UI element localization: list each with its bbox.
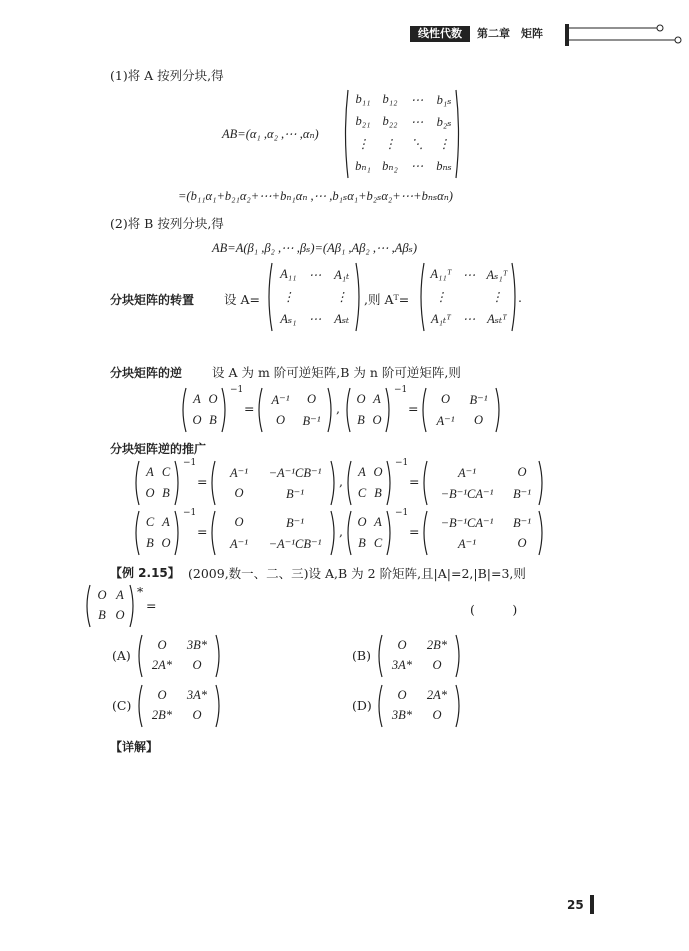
part2-formula: AB=A(β₁ ,β₂ ,⋯ ,βₛ)=(Aβ₁ ,Aβ₂ ,⋯ ,Aβₛ) <box>212 241 417 255</box>
answer-blank: ( ) <box>470 602 518 617</box>
part2-intro: (2)将 B 按列分块,得 <box>110 216 224 231</box>
matrix-cell: Aₛₜ <box>334 312 350 326</box>
matrix-cell: 2A* <box>426 688 448 702</box>
inv-f1-rhs <box>256 387 334 433</box>
matrix-cell: C <box>357 485 367 500</box>
matrix-cell: B <box>209 412 217 427</box>
matrix-cell: B⁻¹ <box>302 413 321 428</box>
matrix-cell: 3A* <box>391 658 413 672</box>
matrix-cell: −B⁻¹CA⁻¹ <box>440 515 494 530</box>
matrix-cell: ⋮ <box>335 290 348 304</box>
matrix-cell: B⁻¹ <box>469 392 488 407</box>
matrix-cell: O <box>432 708 442 722</box>
matrix-cell: b₂₁ <box>355 114 371 128</box>
matrix-cell: O <box>234 514 244 529</box>
comma: , <box>339 474 343 489</box>
matrix-cell: ⋮ <box>490 290 504 304</box>
page-number: 25 <box>567 898 584 912</box>
matrix-cell: −B⁻¹CA⁻¹ <box>440 486 494 501</box>
matrix-cell: b₁₁ <box>355 92 371 106</box>
matrix-cell: O <box>517 464 527 479</box>
matrix-cell: C <box>161 464 171 479</box>
gen-g3-rhs <box>209 510 337 556</box>
matrix-cell: Aₛₜᵀ <box>487 312 507 326</box>
matrix-cell: O <box>145 485 155 500</box>
matrix-cell: A₁₁ <box>280 267 297 281</box>
inverse-desc: 设 A 为 m 阶可逆矩阵,B 为 n 阶可逆矩阵,则 <box>212 365 461 380</box>
book-title-badge: 线性代数 <box>410 26 470 42</box>
matrix-cell: ⋮ <box>282 290 295 304</box>
matrix-cell: B⁻¹ <box>513 486 531 501</box>
detail-label: 【详解】 <box>110 740 159 754</box>
matrix-cell: O <box>157 638 167 652</box>
matrix-cell: bₙ₂ <box>382 159 398 173</box>
matrix-cell: ⋮ <box>383 137 397 151</box>
matrix-cell: 3B* <box>186 638 208 652</box>
transpose-title: 分块矩阵的转置 <box>110 293 195 307</box>
transpose-let: 设 A= <box>224 292 260 307</box>
example-matrix <box>84 584 136 628</box>
matrix-cell: O <box>440 391 451 406</box>
matrix-cell: B <box>162 485 170 500</box>
option-matrix <box>376 634 462 678</box>
matrix-cell: b₁₂ <box>382 92 398 106</box>
matrix-cell: Aₛ₁ᵀ <box>486 268 508 282</box>
option-matrix <box>136 634 222 678</box>
matrix-cell: B <box>98 608 106 622</box>
equals: = <box>197 524 208 539</box>
transpose-matrix-a <box>266 262 362 332</box>
matrix-cell: O <box>372 412 382 427</box>
sup-inv: −1 <box>183 508 197 518</box>
gen-g4-rhs <box>421 510 545 556</box>
option-label: (C) <box>112 698 132 713</box>
matrix-cell: ⋯ <box>410 159 424 173</box>
option-label: (B) <box>352 648 371 663</box>
example-label: 【例 2.15】 <box>110 566 180 580</box>
matrix-cell: O <box>357 514 367 529</box>
example-star: * <box>137 584 144 599</box>
equals: = <box>408 401 419 416</box>
matrix-cell: Aₛ₁ <box>280 312 297 326</box>
matrix-cell: O <box>208 391 218 406</box>
matrix-cell: A <box>162 514 170 529</box>
sup-inv: −1 <box>394 385 408 395</box>
part1-result: =(b₁₁α₁+b₂₁α₂+⋯+bₙ₁αₙ ,⋯ ,b₁ₛα₁+b₂ₛα₂+⋯+bₙₛαₙ) <box>178 189 453 203</box>
matrix-cell: ⋯ <box>308 268 322 282</box>
matrix-cell: B <box>374 485 382 500</box>
part1-lhs: AB=(α₁ ,α₂ ,⋯ ,αₙ) <box>222 127 319 141</box>
matrix-cell: O <box>373 464 383 479</box>
option-matrix <box>376 684 462 728</box>
matrix-cell: A <box>374 514 382 529</box>
equals: = <box>409 474 420 489</box>
matrix-cell: A <box>193 391 201 406</box>
matrix-cell: b₁ₛ <box>436 93 452 107</box>
matrix-cell: ⋮ <box>437 137 451 151</box>
matrix-cell: −A⁻¹CB⁻¹ <box>268 465 322 480</box>
matrix-cell: O <box>161 535 171 550</box>
matrix-cell: O <box>192 412 202 427</box>
matrix-cell: ⋯ <box>462 312 476 326</box>
comma: , <box>339 524 343 539</box>
matrix-cell: O <box>192 658 202 672</box>
matrix-cell: O <box>97 588 107 602</box>
inverse-title: 分块矩阵的逆 <box>110 366 183 380</box>
matrix-cell: A⁻¹ <box>436 413 455 428</box>
chapter-title: 第二章 矩阵 <box>477 27 543 40</box>
matrix-cell: b₂₂ <box>382 114 398 128</box>
matrix-cell: A <box>373 391 381 406</box>
matrix-cell: ⋮ <box>356 137 370 151</box>
option-matrix <box>136 684 222 728</box>
gen-g1-rhs <box>209 460 337 506</box>
option-label: (A) <box>112 648 131 663</box>
header-decoration <box>565 22 685 52</box>
matrix-cell: O <box>234 485 244 500</box>
matrix-cell: ⋮ <box>434 290 448 304</box>
sup-inv: −1 <box>395 508 409 518</box>
matrix-cell: 3B* <box>391 708 413 722</box>
matrix-cell: ⋱ <box>410 137 424 151</box>
matrix-cell: O <box>275 412 286 427</box>
matrix-cell: O <box>473 412 484 427</box>
matrix-cell: O <box>397 638 407 652</box>
matrix-cell: C <box>145 514 155 529</box>
matrix-cell: B⁻¹ <box>286 515 304 530</box>
transpose-matrix-at <box>418 262 518 332</box>
matrix-cell: B⁻¹ <box>286 486 304 501</box>
sup-inv: −1 <box>395 458 409 468</box>
page-bar <box>590 895 594 914</box>
matrix-cell: O <box>397 688 407 702</box>
matrix-cell: A⁻¹ <box>230 465 248 480</box>
matrix-cell: A₁ₜᵀ <box>431 312 451 326</box>
matrix-cell: A⁻¹ <box>230 536 248 551</box>
gen-g3-lhs <box>133 510 181 556</box>
matrix-cell: 2A* <box>151 658 173 672</box>
matrix-cell: ⋯ <box>308 312 322 326</box>
matrix-cell: A⁻¹ <box>458 465 476 480</box>
matrix-cell: bₙ₁ <box>355 159 371 173</box>
equals: = <box>197 474 208 489</box>
gen-g2-rhs <box>421 460 545 506</box>
matrix-cell: A <box>116 588 124 602</box>
inv-f2-rhs <box>420 387 502 433</box>
transpose-end: . <box>518 290 522 305</box>
matrix-cell: C <box>373 535 383 550</box>
example-equals: = <box>146 598 157 613</box>
generalization-title: 分块矩阵逆的推广 <box>110 442 207 456</box>
matrix-cell: O <box>306 391 317 406</box>
example-source: (2009,数一、二、三)设 A,B 为 2 阶矩阵,且|A|=2,|B|=3,则 <box>188 566 526 581</box>
inv-f2-lhs <box>344 387 392 433</box>
matrix-cell: O <box>157 688 167 702</box>
matrix-cell: O <box>432 658 442 672</box>
equals: = <box>409 524 420 539</box>
equals: = <box>244 401 255 416</box>
matrix-cell: b₂ₛ <box>436 115 452 129</box>
sup-inv: −1 <box>183 458 197 468</box>
option-label: (D) <box>352 698 372 713</box>
inv-f1-lhs <box>180 387 228 433</box>
matrix-cell: A₁₁ᵀ <box>430 267 452 281</box>
matrix-cell: ⋯ <box>410 115 424 129</box>
comma: , <box>336 401 340 416</box>
matrix-cell: O <box>356 391 366 406</box>
matrix-cell: A <box>146 464 154 479</box>
matrix-cell: B <box>358 535 366 550</box>
gen-g4-lhs <box>345 510 393 556</box>
matrix-cell: B <box>357 412 365 427</box>
gen-g1-lhs <box>133 460 181 506</box>
matrix-cell: O <box>192 708 202 722</box>
matrix-cell: bₙₛ <box>436 159 452 173</box>
part1-matrix <box>342 88 462 180</box>
matrix-cell: 2B* <box>426 638 448 652</box>
matrix-cell: O <box>517 535 527 550</box>
matrix-cell: ⋯ <box>410 93 424 107</box>
matrix-cell: B <box>146 535 154 550</box>
transpose-then: ,则 Aᵀ= <box>364 292 410 307</box>
sup-inv: −1 <box>230 385 244 395</box>
matrix-cell: 2B* <box>151 708 173 722</box>
matrix-cell: A₁ₜ <box>334 268 350 282</box>
matrix-cell: −A⁻¹CB⁻¹ <box>268 536 322 551</box>
matrix-cell: ⋯ <box>462 268 476 282</box>
matrix-cell: A⁻¹ <box>458 536 476 551</box>
matrix-cell: A <box>358 464 366 479</box>
gen-g2-lhs <box>345 460 393 506</box>
part1-intro: (1)将 A 按列分块,得 <box>110 68 224 83</box>
matrix-cell: B⁻¹ <box>513 515 531 530</box>
matrix-cell: A⁻¹ <box>271 392 290 407</box>
matrix-cell: O <box>115 608 125 622</box>
matrix-cell: 3A* <box>186 688 208 702</box>
